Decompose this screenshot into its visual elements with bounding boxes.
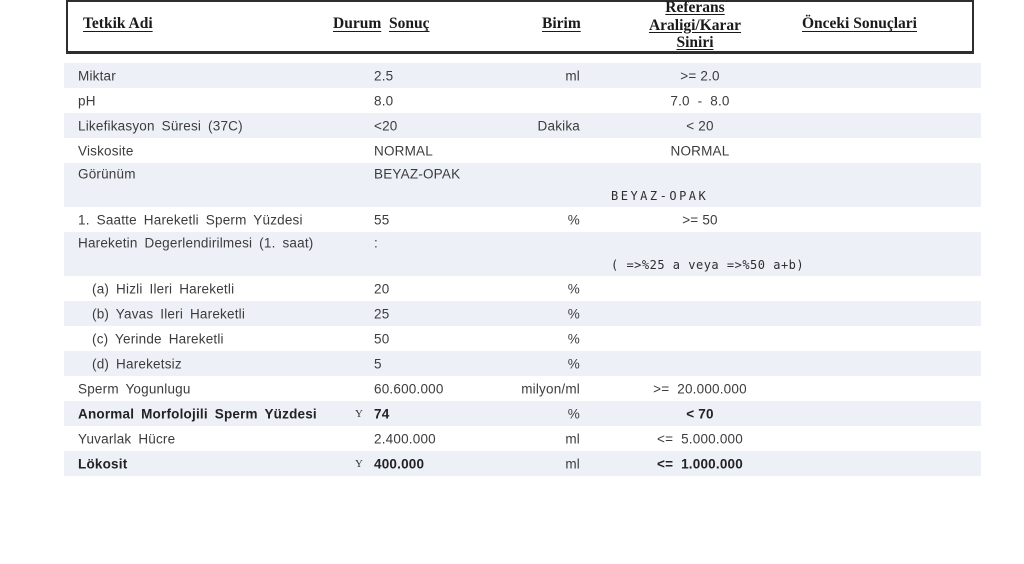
reference-range: NORMAL bbox=[670, 143, 730, 158]
test-name: (a) Hizli Ileri Hareketli bbox=[92, 281, 235, 296]
unit-value: ml bbox=[565, 68, 580, 83]
result-value: 20 bbox=[374, 281, 390, 296]
result-value: 25 bbox=[374, 306, 390, 321]
test-name: 1. Saatte Hareketli Sperm Yüzdesi bbox=[78, 212, 303, 227]
unit-value: % bbox=[567, 281, 580, 296]
column-header-durum: Durum bbox=[333, 15, 382, 32]
result-value: 50 bbox=[374, 331, 390, 346]
table-row bbox=[64, 88, 981, 113]
test-name: Lökosit bbox=[78, 456, 128, 471]
abnormal-flag: Y bbox=[355, 407, 364, 420]
unit-value: % bbox=[567, 212, 580, 227]
test-name: pH bbox=[78, 93, 96, 108]
column-header-onceki-sonuclari: Önceki Sonuçlari bbox=[802, 15, 917, 32]
unit-value: % bbox=[567, 331, 580, 346]
test-name: (c) Yerinde Hareketli bbox=[92, 331, 224, 346]
table-row bbox=[64, 451, 981, 476]
reference-range: ( =>%25 a veya =>%50 a+b) bbox=[611, 258, 805, 272]
results-table-body bbox=[64, 63, 981, 476]
table-row bbox=[64, 351, 981, 376]
result-value: 2.400.000 bbox=[374, 431, 436, 446]
column-header-sonuc: Sonuç bbox=[389, 15, 430, 32]
referans-line-3: Siniri bbox=[676, 34, 714, 51]
unit-value: ml bbox=[565, 456, 580, 471]
test-name: Sperm Yogunlugu bbox=[78, 381, 191, 396]
reference-range: 7.0 - 8.0 bbox=[670, 93, 730, 108]
reference-range: >= 50 bbox=[682, 212, 718, 227]
result-value: 5 bbox=[374, 356, 382, 371]
table-row bbox=[64, 163, 981, 185]
unit-value: % bbox=[567, 356, 580, 371]
test-name: Likefikasyon Süresi (37C) bbox=[78, 118, 243, 133]
table-row bbox=[64, 185, 981, 207]
result-value: 400.000 bbox=[374, 456, 425, 471]
reference-range: BEYAZ-OPAK bbox=[611, 189, 709, 203]
abnormal-flag: Y bbox=[355, 457, 364, 470]
table-row bbox=[64, 207, 981, 232]
reference-range: <= 5.000.000 bbox=[657, 431, 743, 446]
unit-value: % bbox=[567, 406, 580, 421]
table-row bbox=[64, 326, 981, 351]
test-name: Hareketin Degerlendirilmesi (1. saat) bbox=[78, 235, 314, 251]
table-row bbox=[64, 113, 981, 138]
table-row bbox=[64, 138, 981, 163]
referans-line-2: Araligi/Karar bbox=[648, 16, 742, 34]
table-row bbox=[64, 276, 981, 301]
result-value: 74 bbox=[374, 406, 390, 421]
test-name: Anormal Morfolojili Sperm Yüzdesi bbox=[78, 406, 317, 421]
unit-value: ml bbox=[565, 431, 580, 446]
unit-value: milyon/ml bbox=[521, 381, 580, 396]
result-value: <20 bbox=[374, 118, 398, 133]
reference-range: < 20 bbox=[686, 118, 714, 133]
column-header-referans-araligi bbox=[595, 0, 795, 52]
table-row bbox=[64, 63, 981, 88]
result-value: BEYAZ-OPAK bbox=[374, 166, 461, 182]
results-table-header bbox=[66, 0, 974, 54]
reference-range: < 70 bbox=[686, 406, 714, 421]
result-value: 55 bbox=[374, 212, 390, 227]
reference-range: <= 1.000.000 bbox=[657, 456, 743, 471]
column-header-birim: Birim bbox=[542, 15, 581, 32]
unit-value: Dakika bbox=[537, 118, 580, 133]
test-name: Miktar bbox=[78, 68, 116, 83]
result-value: 8.0 bbox=[374, 93, 394, 108]
table-row bbox=[64, 426, 981, 451]
reference-range: >= 2.0 bbox=[680, 68, 720, 83]
test-name: (d) Hareketsiz bbox=[92, 356, 182, 371]
test-name: Yuvarlak Hücre bbox=[78, 431, 176, 446]
result-value: NORMAL bbox=[374, 143, 433, 158]
column-header-tetkik-adi: Tetkik Adi bbox=[83, 15, 153, 32]
table-row bbox=[64, 376, 981, 401]
table-row bbox=[64, 401, 981, 426]
test-name: Görünüm bbox=[78, 166, 136, 182]
reference-range: >= 20.000.000 bbox=[653, 381, 747, 396]
test-name: Viskosite bbox=[78, 143, 134, 158]
table-row bbox=[64, 254, 981, 276]
test-name: (b) Yavas Ileri Hareketli bbox=[92, 306, 246, 321]
result-value: 60.600.000 bbox=[374, 381, 444, 396]
result-value: : bbox=[374, 235, 378, 251]
referans-line-1: Referans bbox=[665, 0, 725, 16]
table-row bbox=[64, 232, 981, 254]
result-value: 2.5 bbox=[374, 68, 394, 83]
unit-value: % bbox=[567, 306, 580, 321]
table-row bbox=[64, 301, 981, 326]
